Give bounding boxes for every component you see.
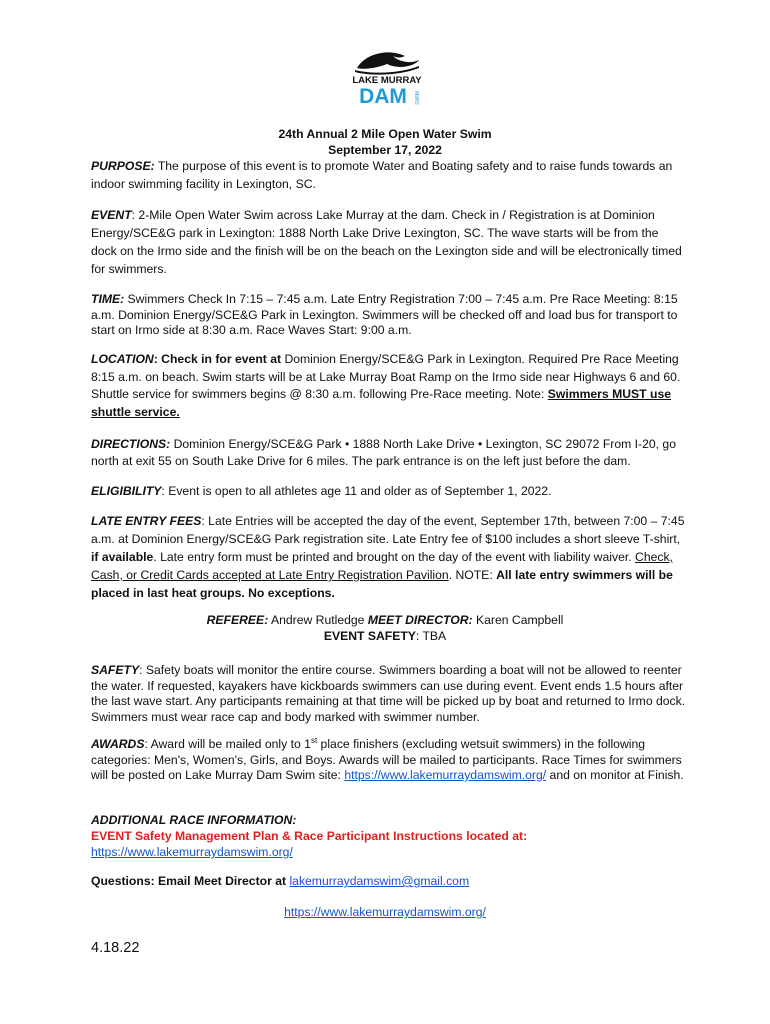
awards-text1: : Award will be mailed only to 1 <box>144 737 311 751</box>
safety-label: SAFETY <box>91 663 140 677</box>
awards-section <box>91 737 687 784</box>
shuttle-note: Swimmers MUST use shuttle service. <box>91 387 672 419</box>
directions-label: DIRECTIONS: <box>91 437 171 451</box>
time-label: TIME: <box>91 292 125 306</box>
late-entry-heat-note: All late entry swimmers will be placed in last heat groups. No exceptions. <box>91 568 673 600</box>
late-entry-availability: if available <box>91 550 154 564</box>
event-date: September 17, 2022 <box>328 143 442 157</box>
additional-info-section <box>91 812 687 860</box>
directions-text: Dominion Energy/SCE&G Park • 1888 North Lake Drive • Lexington, SC 29072 From I-20, go north at exit 55 on South Lake Drive for 6 miles. The park entrance is on the left just before the dam. <box>91 437 676 468</box>
payment-note: Check, Cash, or Credit Cards accepted at Late Entry Registration Pavilion <box>91 550 673 582</box>
event-label: EVENT <box>91 208 132 222</box>
additional-info-link[interactable]: https://www.lakemurraydamswim.org/ <box>91 845 293 859</box>
event-safety-label: EVENT SAFETY <box>323 629 416 643</box>
document-version-date: 4.18.22 <box>91 940 140 956</box>
location-text: Dominion Energy/SCE&G Park in Lexington. Required Pre Race Meeting 8:15 a.m. on beach. Swim starts will be at Lake Murray Boat Ramp on the Irmo side near Highways 6 and 60. Shuttle service for swimmers begins @ 8:30 a.m. following Pre-Race meeting. Note: <box>91 352 681 401</box>
questions-section <box>91 873 687 889</box>
logo-line2: DAM <box>359 85 407 108</box>
questions-label: Questions: Email Meet Director at <box>91 874 287 888</box>
eligibility-label: ELIGIBILITY <box>91 484 162 498</box>
additional-info-label: ADDITIONAL RACE INFORMATION: <box>91 813 297 827</box>
logo-line1: LAKE MURRAY <box>352 75 422 86</box>
late-entry-text3: . NOTE: <box>448 568 497 582</box>
directions-section <box>91 436 687 470</box>
director-label: MEET DIRECTOR: <box>367 613 473 627</box>
awards-sup: st <box>310 735 318 745</box>
results-link[interactable]: https://www.lakemurraydamswim.org/ <box>344 768 547 782</box>
late-entry-section <box>91 512 687 602</box>
referee-name: Andrew Rutledge <box>268 613 368 627</box>
referee-label: REFEREE: <box>206 613 269 627</box>
officials-line2 <box>0 628 770 644</box>
director-email-link[interactable]: lakemurraydamswim@gmail.com <box>289 874 470 888</box>
lake-murray-dam-swim-logo <box>347 46 427 110</box>
awards-text3: and on monitor at Finish. <box>546 768 684 782</box>
awards-label: AWARDS <box>91 737 145 751</box>
director-name: Karen Campbell <box>472 613 564 627</box>
footer-link[interactable]: https://www.lakemurraydamswim.org/ <box>284 905 486 919</box>
event-safety-value: : TBA <box>415 629 447 643</box>
eligibility-text: : Event is open to all athletes age 11 and older as of September 1, 2022. <box>161 484 552 498</box>
event-text: : 2-Mile Open Water Swim across Lake Murray at the dam. Check in / Registration is at Dominion Energy/SCE&G park in Lexington: 1888 North Lake Drive Lexington, SC. The wave starts will be from the dock on the Irmo side and the finish will be on the beach on the Lexington side and will be electronically timed for swimmers. <box>91 208 682 276</box>
event-section <box>91 206 687 278</box>
safety-section <box>91 663 687 725</box>
safety-text: : Safety boats will monitor the entire course. Swimmers boarding a boat will not be allowed to reenter the water. If requested, kayakers have kickboards swimmers can use during event. Event ends 1.5 hours after the last wave start. Any participants remaining at that time will be picked up by boat and returned to Irmo dock. Swimmers must wear race cap and body marked with swimmer number. <box>91 663 686 724</box>
time-text: Swimmers Check In 7:15 – 7:45 a.m. Late Entry Registration 7:00 – 7:45 a.m. Pre Race Meeting: 8:15 a.m. Dominion Energy/SCE&G Park in Lexington. Swimmers will be checked off and load bus for transport to start on Irmo side at 8:30 a.m. Race Waves Start: 9:00 a.m. <box>91 292 678 337</box>
logo-line3: SWIM <box>415 91 421 105</box>
awards-text2: place finishers (excluding wetsuit swimmers) in the following categories: Men's, Women's, Girls, and Boys. Awards will be mailed to participants. Race Times for swimmers will be posted on Lake Murray Dam Swim site: <box>91 737 682 782</box>
late-entry-text2: . Late entry form must be printed and brought on the day of the event with liability waiver. <box>153 550 636 564</box>
officials-line1 <box>0 612 770 628</box>
event-title: 24th Annual 2 Mile Open Water Swim <box>278 127 492 141</box>
eligibility-section <box>91 483 687 499</box>
purpose-section <box>91 158 687 193</box>
purpose-text: The purpose of this event is to promote Water and Boating safety and to raise funds towards an indoor swimming facility in Lexington, SC. <box>91 159 673 191</box>
late-entry-text1: : Late Entries will be accepted the day of the event, September 17th, between 7:00 – 7:45 a.m. at Dominion Energy/SCE&G Park registration site. Late Entry fee of $100 includes a short sleeve T-shirt, <box>91 514 685 546</box>
safety-plan-note: EVENT Safety Management Plan & Race Participant Instructions located at: <box>91 829 528 843</box>
location-label: LOCATION <box>91 352 154 366</box>
location-section <box>91 351 687 421</box>
time-section <box>91 292 687 339</box>
footer-link-line <box>0 904 770 920</box>
location-bold: : Check in for event at <box>153 352 282 366</box>
late-entry-label: LATE ENTRY FEES <box>91 514 202 528</box>
purpose-label: PURPOSE: <box>91 159 155 173</box>
